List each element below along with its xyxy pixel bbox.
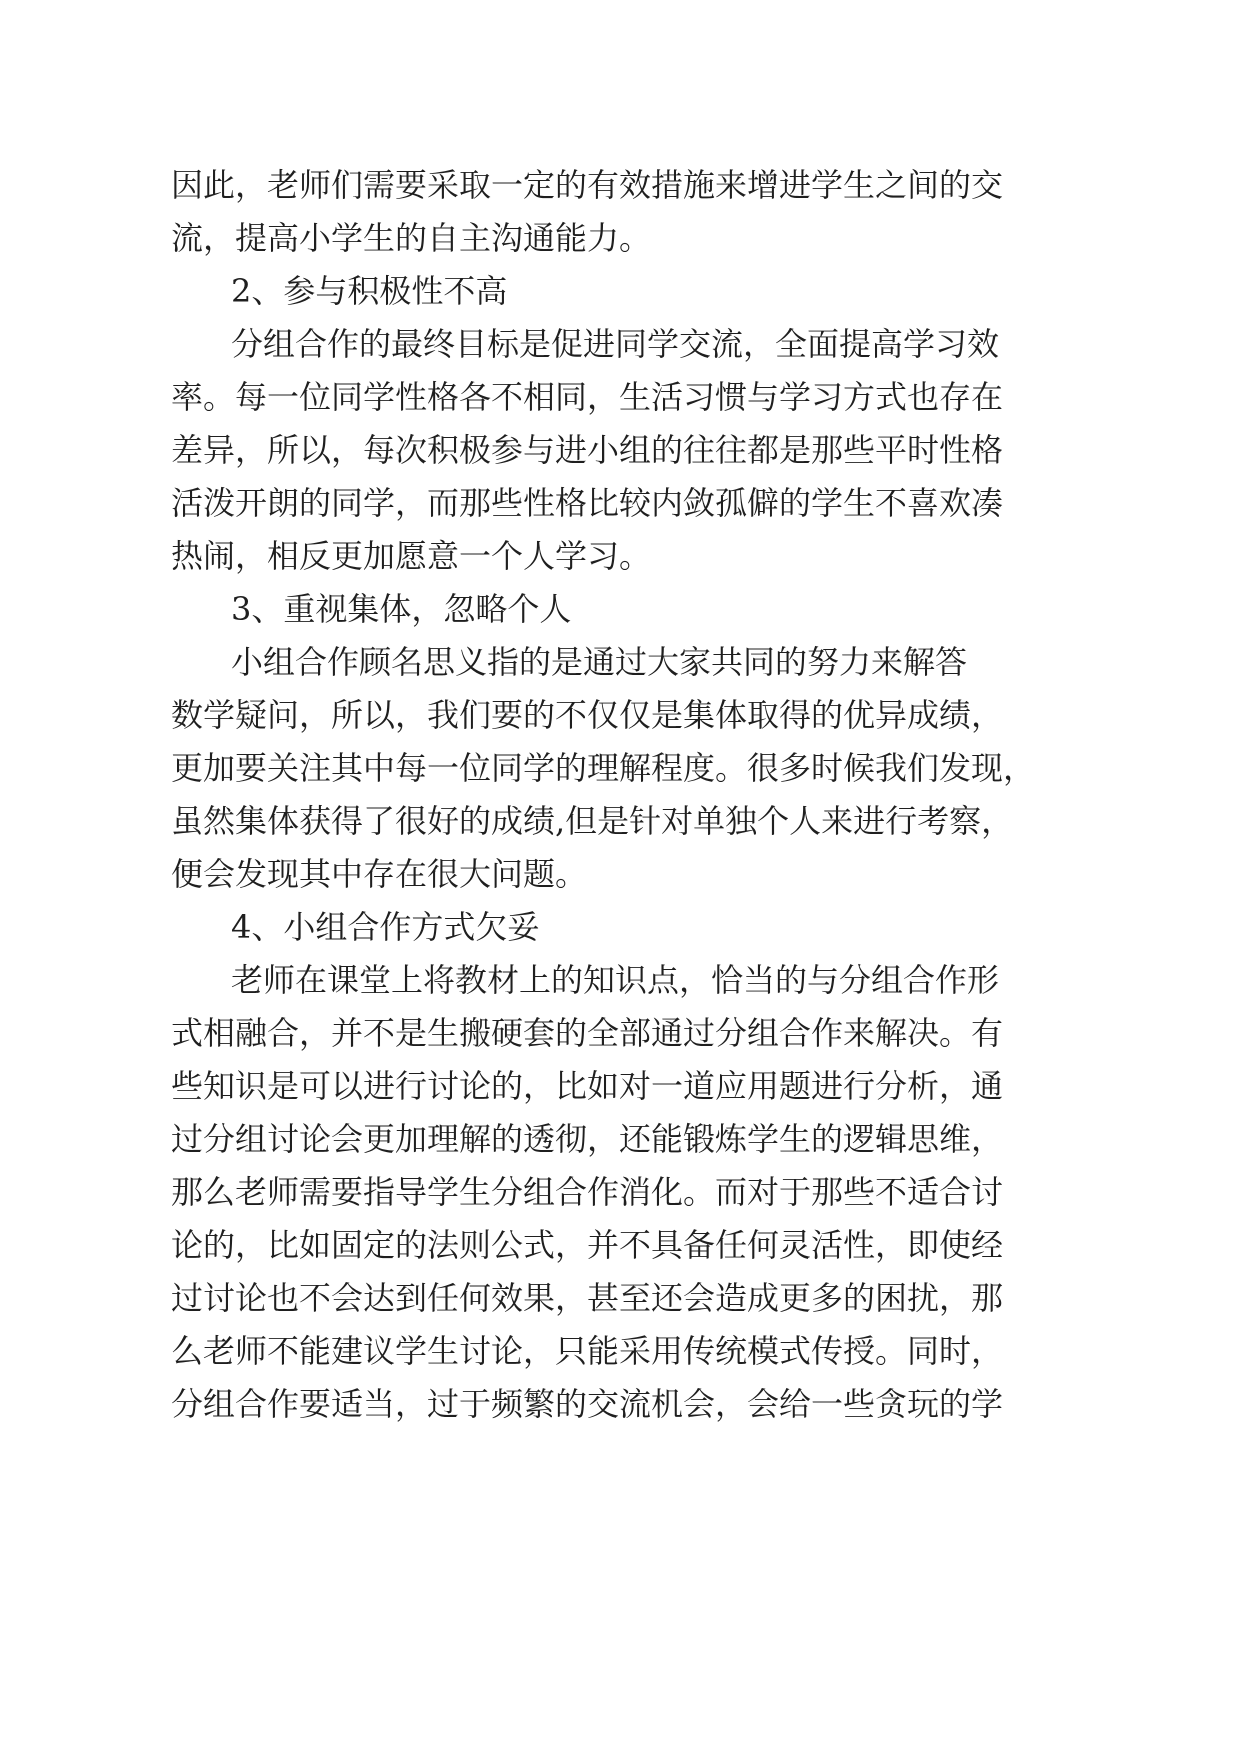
text-line: 流，提高小学生的自主沟通能力。 bbox=[171, 219, 652, 257]
section-heading: 3、重视集体，忽略个人 bbox=[231, 590, 572, 628]
text-line: 率。每一位同学性格各不相同，生活习惯与学习方式也存在 bbox=[171, 378, 1004, 416]
text-line: 热闹，相反更加愿意一个人学习。 bbox=[171, 537, 652, 575]
text-line: 活泼开朗的同学，而那些性格比较内敛孤僻的学生不喜欢凑 bbox=[171, 484, 1004, 522]
section-heading: 4、小组合作方式欠妥 bbox=[231, 908, 540, 946]
text-line: 便会发现其中存在很大问题。 bbox=[171, 855, 588, 893]
text-line: 分组合作的最终目标是促进同学交流，全面提高学习效 bbox=[231, 325, 1000, 363]
text-line: 老师在课堂上将教材上的知识点，恰当的与分组合作形 bbox=[231, 961, 1000, 999]
text-line: 式相融合，并不是生搬硬套的全部通过分组合作来解决。有 bbox=[171, 1014, 1004, 1052]
text-line: 些知识是可以进行讨论的，比如对一道应用题进行分析，通 bbox=[171, 1067, 1004, 1105]
text-line: 小组合作顾名思义指的是通过大家共同的努力来解答 bbox=[231, 643, 968, 681]
text-line: 差异，所以，每次积极参与进小组的往往都是那些平时性格 bbox=[171, 431, 1004, 469]
text-line: 那么老师需要指导学生分组合作消化。而对于那些不适合讨 bbox=[171, 1173, 1004, 1211]
text-line: 么老师不能建议学生讨论，只能采用传统模式传授。同时， bbox=[171, 1332, 1004, 1370]
text-line: 虽然集体获得了很好的成绩,但是针对单独个人来进行考察， bbox=[171, 802, 1014, 840]
text-line: 论的，比如固定的法则公式，并不具备任何灵活性，即使经 bbox=[171, 1226, 1004, 1264]
text-line: 分组合作要适当，过于频繁的交流机会，会给一些贪玩的学 bbox=[171, 1385, 1004, 1423]
text-line: 数学疑问，所以，我们要的不仅仅是集体取得的优异成绩， bbox=[171, 696, 1004, 734]
text-line: 过分组讨论会更加理解的透彻，还能锻炼学生的逻辑思维， bbox=[171, 1120, 1004, 1158]
text-line: 因此，老师们需要采取一定的有效措施来增进学生之间的交 bbox=[171, 166, 1004, 204]
section-heading: 2、参与积极性不高 bbox=[231, 272, 508, 310]
text-line: 过讨论也不会达到任何效果，甚至还会造成更多的困扰，那 bbox=[171, 1279, 1004, 1317]
text-line: 更加要关注其中每一位同学的理解程度。很多时候我们发现， bbox=[171, 749, 1036, 787]
